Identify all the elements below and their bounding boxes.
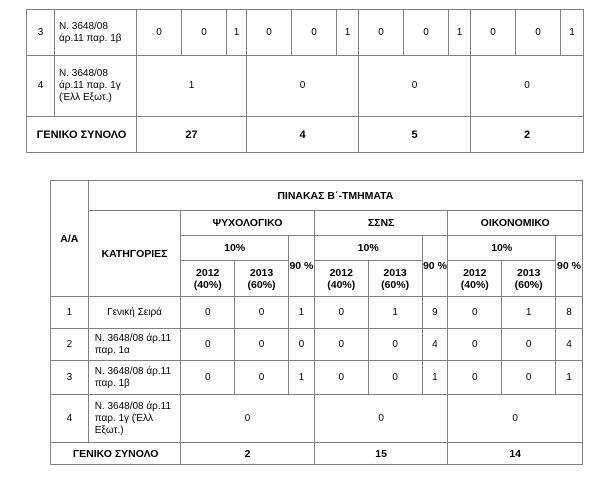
cell-value: 0 xyxy=(448,297,502,329)
cell-value: 0 xyxy=(181,297,235,329)
total-value: 2 xyxy=(181,443,315,465)
total-value: 14 xyxy=(448,443,583,465)
cell-value: 0 xyxy=(368,361,422,395)
total-value: 5 xyxy=(359,117,471,153)
row-number: 4 xyxy=(27,56,55,117)
table-row xyxy=(27,10,584,56)
year-header: 2013 (60%) xyxy=(235,261,289,297)
cell-value: 1 xyxy=(449,10,471,56)
department-header: ΟΙΚΟΝΟΜΙΚΟ xyxy=(448,211,583,236)
total-row xyxy=(27,117,584,153)
cell-value: 0 xyxy=(137,10,182,56)
cell-value: 0 xyxy=(516,10,561,56)
cell-value: 1 xyxy=(337,10,359,56)
total-row xyxy=(51,443,583,465)
cell-value: 1 xyxy=(227,10,247,56)
year-header: 2012 (40%) xyxy=(181,261,235,297)
aa-header: Α/Α xyxy=(51,181,89,297)
cell-value: 0 xyxy=(181,361,235,395)
cell-value: 0 xyxy=(235,329,289,361)
cell-value: 0 xyxy=(314,329,368,361)
top-table xyxy=(26,9,584,153)
cell-value: 0 xyxy=(368,329,422,361)
pct10-header: 10% xyxy=(448,236,556,261)
cell-value: 0 xyxy=(235,361,289,395)
category-label: Ν. 3648/08 άρ.11 παρ. 1β xyxy=(55,10,137,56)
cell-value: 0 xyxy=(314,361,368,395)
category-label: Ν. 3648/08 άρ.11 παρ. 1α xyxy=(88,329,181,361)
department-header: ΣΣΝΣ xyxy=(314,211,448,236)
total-value: 15 xyxy=(314,443,448,465)
total-label: ΓΕΝΙΚΟ ΣΥΝΟΛΟ xyxy=(27,117,137,153)
cell-value: 0 xyxy=(235,297,289,329)
cell-value: 0 xyxy=(448,361,502,395)
cell-value: 1 xyxy=(368,297,422,329)
department-header: ΨΥΧΟΛΟΓΙΚΟ xyxy=(181,211,315,236)
cell-value: 8 xyxy=(556,297,583,329)
department-row xyxy=(51,211,583,236)
total-value: 2 xyxy=(471,117,584,153)
cell-value: 0 xyxy=(314,395,448,443)
year-header: 2013 (60%) xyxy=(502,261,556,297)
cell-value: 0 xyxy=(247,10,292,56)
cell-value: 1 xyxy=(422,361,448,395)
cell-value: 0 xyxy=(359,56,471,117)
title-row xyxy=(51,181,583,211)
pct90-header: 90 % xyxy=(422,236,448,297)
cell-value: 1 xyxy=(561,10,584,56)
row-number: 3 xyxy=(51,361,89,395)
cell-value: 0 xyxy=(471,10,516,56)
pct90-header: 90 % xyxy=(288,236,314,297)
total-label: ΓΕΝΙΚΟ ΣΥΝΟΛΟ xyxy=(51,443,181,465)
total-value: 27 xyxy=(137,117,247,153)
total-value: 4 xyxy=(247,117,359,153)
cell-value: 1 xyxy=(288,297,314,329)
cell-value: 0 xyxy=(292,10,337,56)
cell-value: 4 xyxy=(422,329,448,361)
cell-value: 0 xyxy=(181,329,235,361)
year-header: 2012 (40%) xyxy=(448,261,502,297)
cell-value: 1 xyxy=(502,297,556,329)
cell-value: 0 xyxy=(359,10,404,56)
table-row xyxy=(51,329,583,361)
year-header: 2012 (40%) xyxy=(314,261,368,297)
cell-value: 0 xyxy=(181,395,315,443)
table-row xyxy=(27,56,584,117)
cell-value: 0 xyxy=(314,297,368,329)
cell-value: 0 xyxy=(471,56,584,117)
categories-header: ΚΑΤΗΓΟΡΙΕΣ xyxy=(88,211,181,297)
row-number: 1 xyxy=(51,297,89,329)
departments-table xyxy=(50,180,583,465)
cell-value: 1 xyxy=(288,361,314,395)
category-label: Γενική Σειρά xyxy=(88,297,181,329)
pct90-header: 90 % xyxy=(556,236,583,297)
cell-value: 1 xyxy=(556,361,583,395)
cell-value: 0 xyxy=(404,10,449,56)
table-row xyxy=(51,297,583,329)
category-label: Ν. 3648/08 άρ.11 παρ. 1γ (Έλλ Εξωτ.) xyxy=(88,395,181,443)
table-title: ΠΙΝΑΚΑΣ Β΄-ΤΜΗΜΑΤΑ xyxy=(88,181,582,211)
table-row xyxy=(51,395,583,443)
cell-value: 9 xyxy=(422,297,448,329)
year-header: 2013 (60%) xyxy=(368,261,422,297)
pct10-header: 10% xyxy=(181,236,289,261)
row-number: 4 xyxy=(51,395,89,443)
category-label: Ν. 3648/08 άρ.11 παρ. 1γ (Έλλ Εξωτ.) xyxy=(55,56,137,117)
cell-value: 0 xyxy=(247,56,359,117)
cell-value: 0 xyxy=(288,329,314,361)
cell-value: 0 xyxy=(448,329,502,361)
cell-value: 0 xyxy=(182,10,227,56)
cell-value: 0 xyxy=(502,361,556,395)
cell-value: 1 xyxy=(137,56,247,117)
row-number: 2 xyxy=(51,329,89,361)
cell-value: 4 xyxy=(556,329,583,361)
table-row xyxy=(51,361,583,395)
row-number: 3 xyxy=(27,10,55,56)
cell-value: 0 xyxy=(448,395,583,443)
category-label: Ν. 3648/08 άρ.11 παρ. 1β xyxy=(88,361,181,395)
pct10-header: 10% xyxy=(314,236,422,261)
cell-value: 0 xyxy=(502,329,556,361)
